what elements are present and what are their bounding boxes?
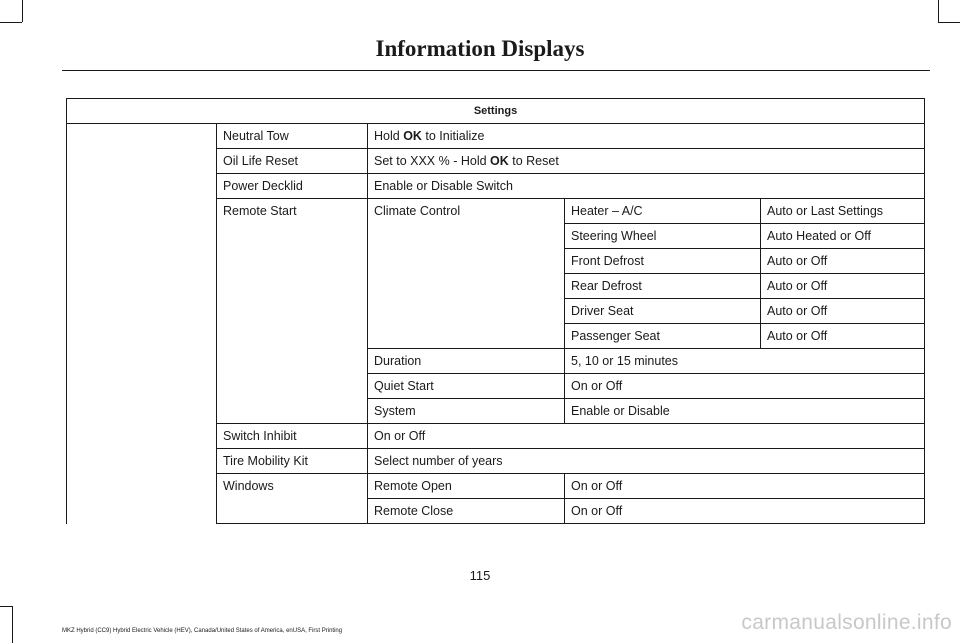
setting-value-power-decklid: Enable or Disable Switch <box>368 174 925 199</box>
climate-item-value: Auto or Off <box>761 299 925 324</box>
climate-item-value: Auto Heated or Off <box>761 224 925 249</box>
remote-start-duration-value: 5, 10 or 15 minutes <box>565 349 925 374</box>
setting-value-tire-mobility: Select number of years <box>368 449 925 474</box>
crop-mark-top-right-vertical <box>938 0 939 22</box>
setting-name-tire-mobility: Tire Mobility Kit <box>217 449 368 474</box>
setting-name-neutral-tow: Neutral Tow <box>217 124 368 149</box>
setting-name-switch-inhibit: Switch Inhibit <box>217 424 368 449</box>
climate-item-label: Driver Seat <box>565 299 761 324</box>
setting-name-remote-start: Remote Start <box>217 199 368 424</box>
setting-name-oil-life: Oil Life Reset <box>217 149 368 174</box>
remote-start-quiet-start-value: On or Off <box>565 374 925 399</box>
climate-item-label: Passenger Seat <box>565 324 761 349</box>
climate-item-value: Auto or Off <box>761 324 925 349</box>
climate-item-label: Steering Wheel <box>565 224 761 249</box>
climate-item-label: Heater – A/C <box>565 199 761 224</box>
table-heading: Settings <box>67 99 925 124</box>
setting-name-power-decklid: Power Decklid <box>217 174 368 199</box>
crop-mark-top-left-horizontal <box>0 22 22 23</box>
setting-value-neutral-tow: Hold OK to Initialize <box>368 124 925 149</box>
watermark: carmanualsonline.info <box>741 611 952 634</box>
climate-item-value: Auto or Last Settings <box>761 199 925 224</box>
page-number: 115 <box>469 568 491 583</box>
table-row-neutral-tow <box>67 124 925 149</box>
climate-item-label: Front Defrost <box>565 249 761 274</box>
remote-start-system-value: Enable or Disable <box>565 399 925 424</box>
climate-item-label: Rear Defrost <box>565 274 761 299</box>
setting-value-oil-life: Set to XXX % - Hold OK to Reset <box>368 149 925 174</box>
table-empty-column <box>67 124 217 524</box>
setting-name-windows: Windows <box>217 474 368 524</box>
remote-start-system-label: System <box>368 399 565 424</box>
title-divider <box>62 70 930 71</box>
windows-item-label: Remote Close <box>368 499 565 524</box>
crop-mark-bottom-left-horizontal <box>0 606 13 607</box>
windows-item-value: On or Off <box>565 474 925 499</box>
page-title: Information Displays <box>375 36 585 61</box>
printing-info: MKZ Hybrid (CC9) Hybrid Electric Vehicle (HEV), Canada/United States of America, enUSA, First Printing <box>62 628 343 634</box>
crop-mark-bottom-left-vertical <box>12 606 13 643</box>
crop-mark-top-right-horizontal <box>938 22 960 23</box>
remote-start-duration-label: Duration <box>368 349 565 374</box>
windows-item-label: Remote Open <box>368 474 565 499</box>
setting-climate-control: Climate Control <box>368 199 565 349</box>
climate-item-value: Auto or Off <box>761 274 925 299</box>
windows-item-value: On or Off <box>565 499 925 524</box>
table-header-row <box>67 99 925 124</box>
remote-start-quiet-start-label: Quiet Start <box>368 374 565 399</box>
setting-value-switch-inhibit: On or Off <box>368 424 925 449</box>
settings-table <box>66 98 925 524</box>
crop-mark-top-left-vertical <box>22 0 23 22</box>
climate-item-value: Auto or Off <box>761 249 925 274</box>
